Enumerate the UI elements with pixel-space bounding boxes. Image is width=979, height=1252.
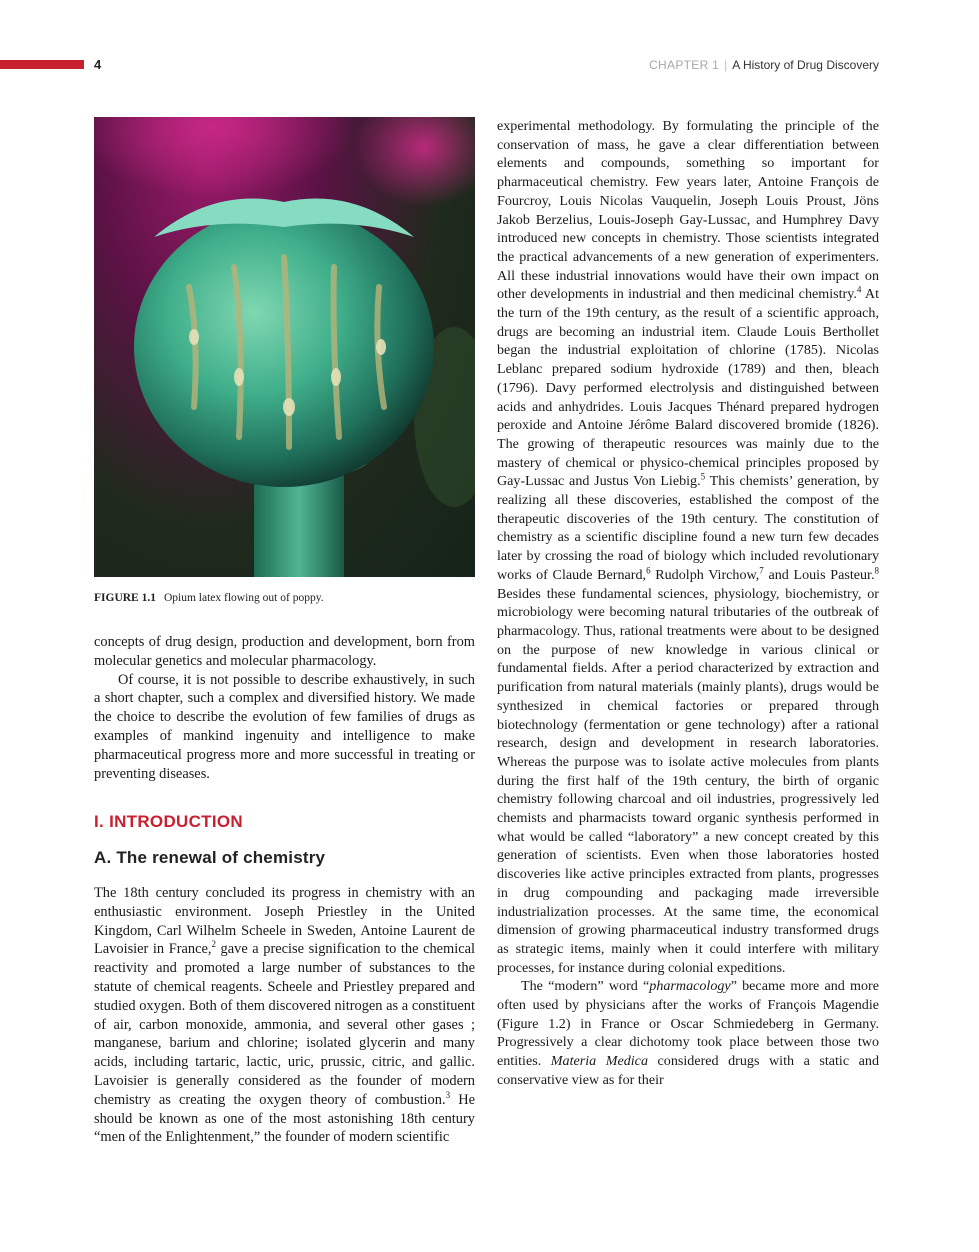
emphasis: Materia Medica <box>550 1053 648 1070</box>
footnote-ref-7: 7 <box>759 565 764 576</box>
header-accent-bar <box>0 60 84 69</box>
paragraph <box>497 117 879 977</box>
text-run: He should be known as one of the most astonishing 18th century “men of the Enlightenment,” the founder of modern scientific <box>94 1091 475 1146</box>
paragraph: Of course, it is not possible to describe exhaustively, in such a short chapter, such a complex and diversified history. We made the choice to describe the evolution of few families of drugs as examples of mankind ingenuity and intelligence to make pharmaceutical progress more and more successful in treating or preventing diseases. <box>94 671 475 782</box>
text-run: experimental methodology. By formulating the principle of the conservation of mass, he gave a clear differentiation between elements and compounds, something so important for pharmaceutical chemistry. Few years later, Antoine François de Fourcroy, Louis Nicolas Vauquelin, Joseph Louis Proust, Jöns Jakob Berzelius, Louis-Joseph Gay-Lussac, and Humphrey Davy introduced new concepts in chemistry. Those scientists integrated the practical advancements of a new generation of experimenters. All these industrial innovations would have their own impact on other developments in industrial and then medicinal chemistry. <box>497 118 879 303</box>
footnote-ref-6: 6 <box>646 565 651 576</box>
text-run: Rudolph Virchow, <box>650 566 760 583</box>
text-run: At the turn of the 19th century, as the result of a scientific approach, drugs are becoming an industrial item. Claude Louis Berthollet began the industrial exploitation of chlorine (1785). Nicolas Leblanc prepared sodium hydroxide (1789) and then, bleach (1796). Davy performed electrolysis and distinguished between acids and anhydrides. Louis Jacques Thénard prepared hydrogen peroxide and Antoine Jérôme Balard discovered bromide (1826). The growing of therapeutic resources was mainly due to the mastery of chemical or physico-chemical principles proposed by Gay-Lussac and Justus Von Liebig. <box>497 286 879 490</box>
paragraph: concepts of drug design, production and development, born from molecular genetics and molecular pharmacology. <box>94 634 475 669</box>
text-run: and Louis Pasteur. <box>763 566 875 583</box>
figure-caption <box>94 592 475 604</box>
running-head-divider: | <box>724 58 728 72</box>
footnote-ref-3: 3 <box>445 1089 451 1100</box>
figure-caption-text: Opium latex flowing out of poppy. <box>163 592 324 604</box>
paragraph <box>94 884 475 1147</box>
paragraph <box>497 977 879 1089</box>
right-column <box>497 117 879 1090</box>
text-run: The 18th century concluded its progress in chemistry with an enthusiastic environment. Joseph Priestley in the United Kingdom, Carl Wilhelm Scheele in Sweden, Antoine Laurent de Lavoisier in France, <box>94 885 475 958</box>
text-run: This chemists’ generation, by realizing all these discoveries, established the compost of the therapeutic discoveries of the 19th century. The constitution of chemistry as a scientific discipline found a new turn few decades later by crossing the road of biology which included revolutionary works of Claude Bernard, <box>497 473 879 583</box>
chapter-label: CHAPTER 1 <box>649 58 720 72</box>
footnote-ref-8: 8 <box>874 565 879 576</box>
page-number: 4 <box>94 57 102 72</box>
emphasis: pharmacology <box>649 978 731 995</box>
text-run: considered drugs with a static and conservative view as for their <box>497 1053 879 1088</box>
left-column-top <box>94 633 475 783</box>
chapter-title: A History of Drug Discovery <box>732 58 879 72</box>
subsection-heading: A. The renewal of chemistry <box>94 848 326 867</box>
text-run: Besides these fundamental sciences, physiology, biochemistry, or microbiology were becoming natural tributaries of the outbreak of pharmacology. Thus, rational treatments were about to be designed on the purpose of new knowledge in various clinical or fundamental fields. After a period characterized by extraction and purification from natural materials (mainly plants), drugs would be synthesized in chemical factories or prepared through biotechnology (fermentation or gene technology) after a rational research, design and development in research laboratories. Whereas the purpose was to isolate active molecules from plants during the first half of the 19th century, the birth of organic chemistry following charcoal and oil industries, progressively led chemists and pharmacists toward organic synthesis performed in what would be called “laboratory” a new concept created by this generation of scientists. Even when those laboratories hosted discoveries like active principles extracted from plants, progresses in drug compounding and packaging made irreversible industrialization processes. At the same time, the economical dimension of growing pharmaceutical industry transformed drugs as strategic items, mainly when it could interfere with military processes, for instance during colonial expeditions. <box>497 585 879 976</box>
poppy-illustration <box>94 117 475 577</box>
footnote-ref-5: 5 <box>700 471 706 482</box>
figure-label: FIGURE 1.1 <box>94 592 156 604</box>
footnote-ref-2: 2 <box>211 939 216 950</box>
section-heading: I. INTRODUCTION <box>94 812 243 831</box>
figure-poppy-image <box>94 117 475 577</box>
text-run: gave a precise signification to the chemical reactivity and promoted a large number of substances to the statute of chemical reagents. Scheele and Priestley prepared and studied oxygen. Both of them discovered nitrogen as a constituent of air, carbon monoxide, ammonia, and several other gases ; manganese, barium and chlorine; isolated glycerin and many acids, including tartaric, lactic, uric, prussic, citric, and gallic. Lavoisier is generally considered as the founder of modern chemistry as creating the oxygen theory of combustion. <box>94 941 476 1108</box>
footnote-ref-4: 4 <box>856 284 862 295</box>
left-column-bottom <box>94 884 475 1147</box>
text-run: ” became more and more often used by physicians after the works of François Magendie (Figure 1.2) in France or Oscar Schmiedeberg in Germany. Progressively a clear dichotomy took place between those two entities. <box>497 978 879 1070</box>
running-head <box>649 58 879 72</box>
text-run: The “modern” word “ <box>521 978 650 995</box>
